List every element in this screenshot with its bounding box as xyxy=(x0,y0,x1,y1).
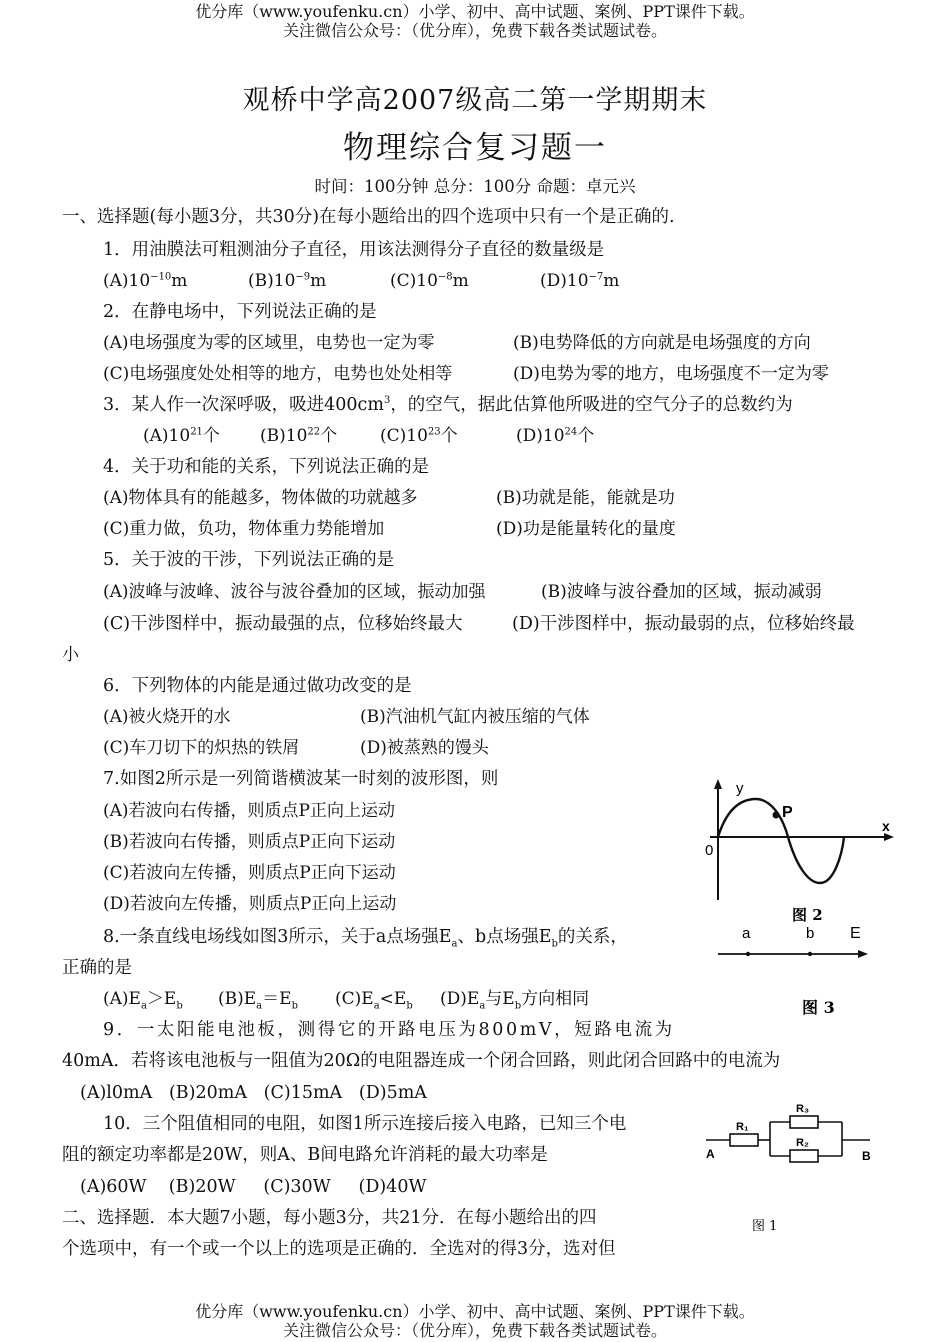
wave-curve xyxy=(718,799,844,883)
q1-option-b: $(B)10^{-9}m$ xyxy=(248,271,327,291)
figure-3-caption: 图 3 xyxy=(802,998,835,1017)
q4-option-b: (B)功就是能，能就是功 xyxy=(496,488,675,508)
y-axis-arrow xyxy=(714,779,722,789)
field-e-label: E xyxy=(850,925,861,942)
q5-option-d: (D)干涉图样中，振动最弱的点，位移始终最 xyxy=(512,614,855,634)
q7-option-a: (A)若波向右传播，则质点P正向上运动 xyxy=(103,801,395,821)
figure-3-field-line xyxy=(712,920,892,1020)
header-line-1: 优分库（www.youfenku.cn）小学、初中、高中试题、案例、PPT课件下载。 xyxy=(195,2,755,21)
resistor-r3 xyxy=(790,1116,818,1128)
q8-option-c: $(C)E_a<E_b$ xyxy=(335,989,413,1012)
q3-option-c: $(C)10^{23}$个 xyxy=(380,426,458,446)
point-p-marker xyxy=(773,812,780,819)
x-axis-label: x xyxy=(882,818,890,834)
figure-2-caption: 图 2 xyxy=(792,906,823,924)
point-b-dot xyxy=(808,952,812,956)
q1-option-a: $(A)10^{-10}m$ xyxy=(103,271,188,291)
exam-subtitle: 物理综合复习题一 xyxy=(343,130,607,166)
q3-option-d: $(D)10^{24}$个 xyxy=(516,426,595,446)
exam-meta: 时间：100分钟 总分：100分 命题：卓元兴 xyxy=(314,177,636,196)
point-a-dot xyxy=(746,952,750,956)
q1-option-c: $(C)10^{-8}m$ xyxy=(390,271,469,291)
footer-line-1: 优分库（www.youfenku.cn）小学、初中、高中试题、案例、PPT课件下载。 xyxy=(195,1302,755,1321)
q7-option-d: (D)若波向左传播，则质点P正向上运动 xyxy=(103,894,397,914)
q8-option-b: $(B)E_a=E_b$ xyxy=(218,989,298,1012)
r2-label: R₂ xyxy=(796,1137,809,1149)
section-1-heading: 一、选择题(每小题3分，共30分)在每小题给出的四个选项中只有一个是正确的. xyxy=(62,207,675,227)
q1-option-d: $(D)10^{-7}m$ xyxy=(540,271,620,291)
q10-stem-line-2: 阻的额定功率都是20W，则A、B间电路允许消耗的最大功率是 xyxy=(62,1145,548,1165)
terminal-b-label: B xyxy=(862,1149,871,1163)
section-2-line-1: 二、选择题．本大题7小题，每小题3分，共21分．在每小题给出的四 xyxy=(62,1208,597,1228)
q10-options: (A)60W (B)20W (C)30W (D)40W xyxy=(80,1177,427,1197)
footer-line-2: 关注微信公众号：（优分库），免费下载各类试题试卷。 xyxy=(282,1321,667,1340)
q3-option-a: $(A)10^{21}$个 xyxy=(143,426,220,446)
resistor-r1 xyxy=(730,1134,758,1146)
point-b-label: b xyxy=(806,925,815,942)
terminal-a-label: A xyxy=(706,1147,715,1161)
q5-stem: 5．关于波的干涉，下列说法正确的是 xyxy=(103,550,395,570)
q9-stem-line-2: 40mA．若将该电池板与一阻值为20Ω的电阻器连成一个闭合回路，则此闭合回路中的电流为 xyxy=(62,1051,781,1071)
r1-label: R₁ xyxy=(736,1121,749,1133)
q1-stem: 1．用油膜法可粗测油分子直径，用该法测得分子直径的数量级是 xyxy=(103,240,605,260)
q2-stem: 2．在静电场中，下列说法正确的是 xyxy=(103,302,377,322)
q2-option-d: (D)电势为零的地方，电场强度不一定为零 xyxy=(513,364,829,384)
exam-title: 观桥中学高2007级高二第一学期期末 xyxy=(242,85,708,116)
q9-stem-line-1: 9．一太阳能电池板，测得它的开路电压为800mV，短路电流为 xyxy=(103,1020,675,1040)
q7-stem: 7.如图2所示是一列简谐横波某一时刻的波形图，则 xyxy=(103,769,499,789)
q4-option-d: (D)功是能量转化的量度 xyxy=(496,519,676,539)
q4-stem: 4．关于功和能的关系，下列说法正确的是 xyxy=(103,457,430,477)
figure-1-circuit xyxy=(700,1100,885,1240)
origin-label: 0 xyxy=(705,842,714,859)
q2-option-b: (B)电势降低的方向就是电场强度的方向 xyxy=(513,333,811,353)
q3-stem: 3．某人作一次深呼吸，吸进$400cm^3$，的空气，据此估算他所吸进的空气分子的总数约为 xyxy=(103,395,793,415)
q3-option-b: $(B)10^{22}$个 xyxy=(260,426,338,446)
q8-option-d: $(D)E_a$与$E_b$方向相同 xyxy=(440,989,590,1012)
q6-stem: 6．下列物体的内能是通过做功改变的是 xyxy=(103,676,412,696)
section-2-line-2: 个选项中，有一个或一个以上的选项是正确的．全选对的得3分，选对但 xyxy=(62,1239,616,1259)
resistor-r2 xyxy=(790,1150,818,1162)
q8-stem-line-2: 正确的是 xyxy=(62,958,132,978)
header-line-2: 关注微信公众号：（优分库），免费下载各类试题试卷。 xyxy=(282,21,667,40)
q2-option-c: (C)电场强度处处相等的地方，电势也处处相等 xyxy=(103,364,453,384)
q4-option-a: (A)物体具有的能越多，物体做的功就越多 xyxy=(103,488,418,508)
figure-1-caption: 图 1 xyxy=(752,1219,778,1234)
y-axis-label: y xyxy=(736,780,744,797)
point-p-label: P xyxy=(782,804,793,821)
q6-option-c: (C)车刀切下的炽热的铁屑 xyxy=(103,738,300,758)
q8-option-a: $(A)E_a>E_b$ xyxy=(103,989,183,1012)
q5-option-c: (C)干涉图样中，振动最强的点，位移始终最大 xyxy=(103,614,463,634)
x-axis-arrow xyxy=(884,833,894,841)
figure-2-wave-graph xyxy=(700,775,900,925)
q5-option-d-continued: 小 xyxy=(62,645,79,665)
q9-options: (A)l0mA (B)20mA (C)15mA (D)5mA xyxy=(80,1083,427,1103)
r3-label: R₃ xyxy=(796,1103,810,1115)
q2-option-a: (A)电场强度为零的区域里，电势也一定为零 xyxy=(103,333,435,353)
q5-option-a: (A)波峰与波峰、波谷与波谷叠加的区域，振动加强 xyxy=(103,582,486,602)
point-a-label: a xyxy=(742,925,751,942)
q6-option-a: (A)被火烧开的水 xyxy=(103,707,231,727)
q7-option-c: (C)若波向左传播，则质点P正向下运动 xyxy=(103,863,396,883)
field-arrow xyxy=(858,950,868,958)
q7-option-b: (B)若波向右传播，则质点P正向下运动 xyxy=(103,832,396,852)
q6-option-b: (B)汽油机气缸内被压缩的气体 xyxy=(360,707,590,727)
q6-option-d: (D)被蒸熟的馒头 xyxy=(360,738,489,758)
q10-stem-line-1: 10．三个阻值相同的电阻，如图1所示连接后接入电路，已知三个电 xyxy=(103,1114,627,1134)
q8-stem-line-1: 8.一条直线电场线如图3所示，关于a点场强$E_a$、b点场强$E_b$的关系， xyxy=(103,927,628,950)
q4-option-c: (C)重力做，负功，物体重力势能增加 xyxy=(103,519,385,539)
q5-option-b: (B)波峰与波谷叠加的区域，振动减弱 xyxy=(541,582,822,602)
